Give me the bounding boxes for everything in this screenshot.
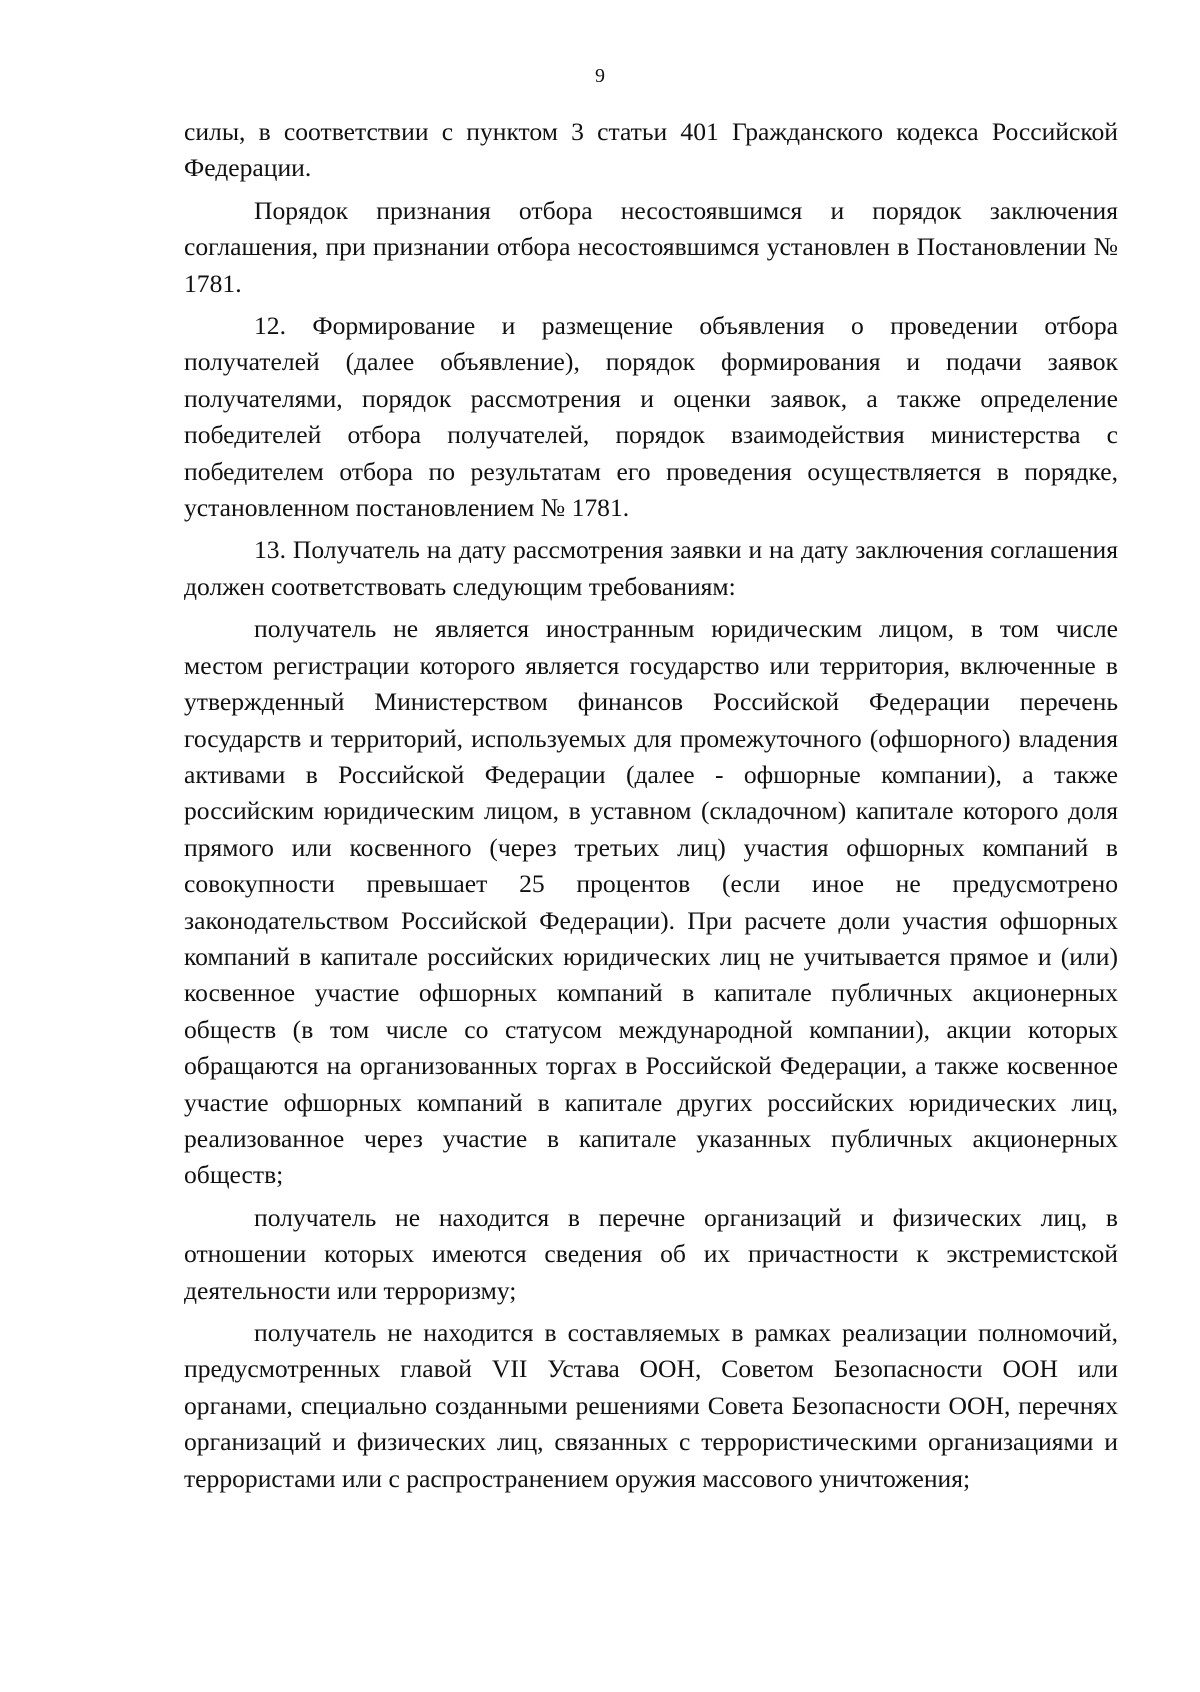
paragraph-requirement-offshore: получатель не является иностранным юридическим лицом, в том числе местом регистрации которого является государство или территория, включенные в утвержденный Министерством финансов Российской Федерации перечень государств и территорий, используемых для промежуточного (офшорного) владения активами в Российской Федерации (далее - офшорные компании), а также российским юридическим лицом, в уставном (складочном) капитале которого доля прямого или косвенного (через третьих лиц) участия офшорных компаний в совокупности превышает 25 процентов (если иное не предусмотрено законодательством Российской Федерации). При расчете доли участия офшорных компаний в капитале российских юридических лиц не учитывается прямое и (или) косвенное участие офшорных компаний в капитале публичных акционерных обществ (в том числе со статусом международной компании), акции которых обращаются на организованных торгах в Российской Федерации, а также косвенное участие офшорных компаний в капитале других российских юридических лиц, реализованное через участие в капитале указанных публичных акционерных обществ; xyxy=(184,614,1118,1190)
paragraph-continuation: силы, в соответствии с пунктом 3 статьи 401 Гражданского кодекса Российской Федерации. xyxy=(184,117,1118,183)
paragraph-requirement-un-lists: получатель не находится в составляемых в рамках реализации полномочий, предусмотренных главой VII Устава ООН, Советом Безопасности ООН или органами, специально созданными решениями Совета Безопасности ООН, перечнях организаций и физических лиц, связанных с террористическими организациями и террористами или с распространением оружия массового уничтожения; xyxy=(184,1318,1118,1493)
paragraph-failed-selection: Порядок признания отбора несостоявшимся и порядок заключения соглашения, при признании отбора несостоявшимся установлен в Постановлении № 1781. xyxy=(184,195,1118,298)
paragraph-item-12: 12. Формирование и размещение объявления о проведении отбора получателей (далее объявление), порядок формирования и подачи заявок получателями, порядок рассмотрения и оценки заявок, а также определение победителей отбора получателей, порядок взаимодействия министерства с победителем отбора по результатам его проведения осуществляется в порядке, установленном постановлением № 1781. xyxy=(184,311,1118,523)
paragraph-item-13: 13. Получатель на дату рассмотрения заявки и на дату заключения соглашения должен соответствовать следующим требованиям: xyxy=(184,535,1118,601)
document-body xyxy=(184,114,1118,1497)
page-number: 9 xyxy=(595,65,605,87)
paragraph-requirement-extremism: получатель не находится в перечне организаций и физических лиц, в отношении которых имеются сведения об их причастности к экстремистской деятельности или терроризму; xyxy=(184,1202,1118,1305)
